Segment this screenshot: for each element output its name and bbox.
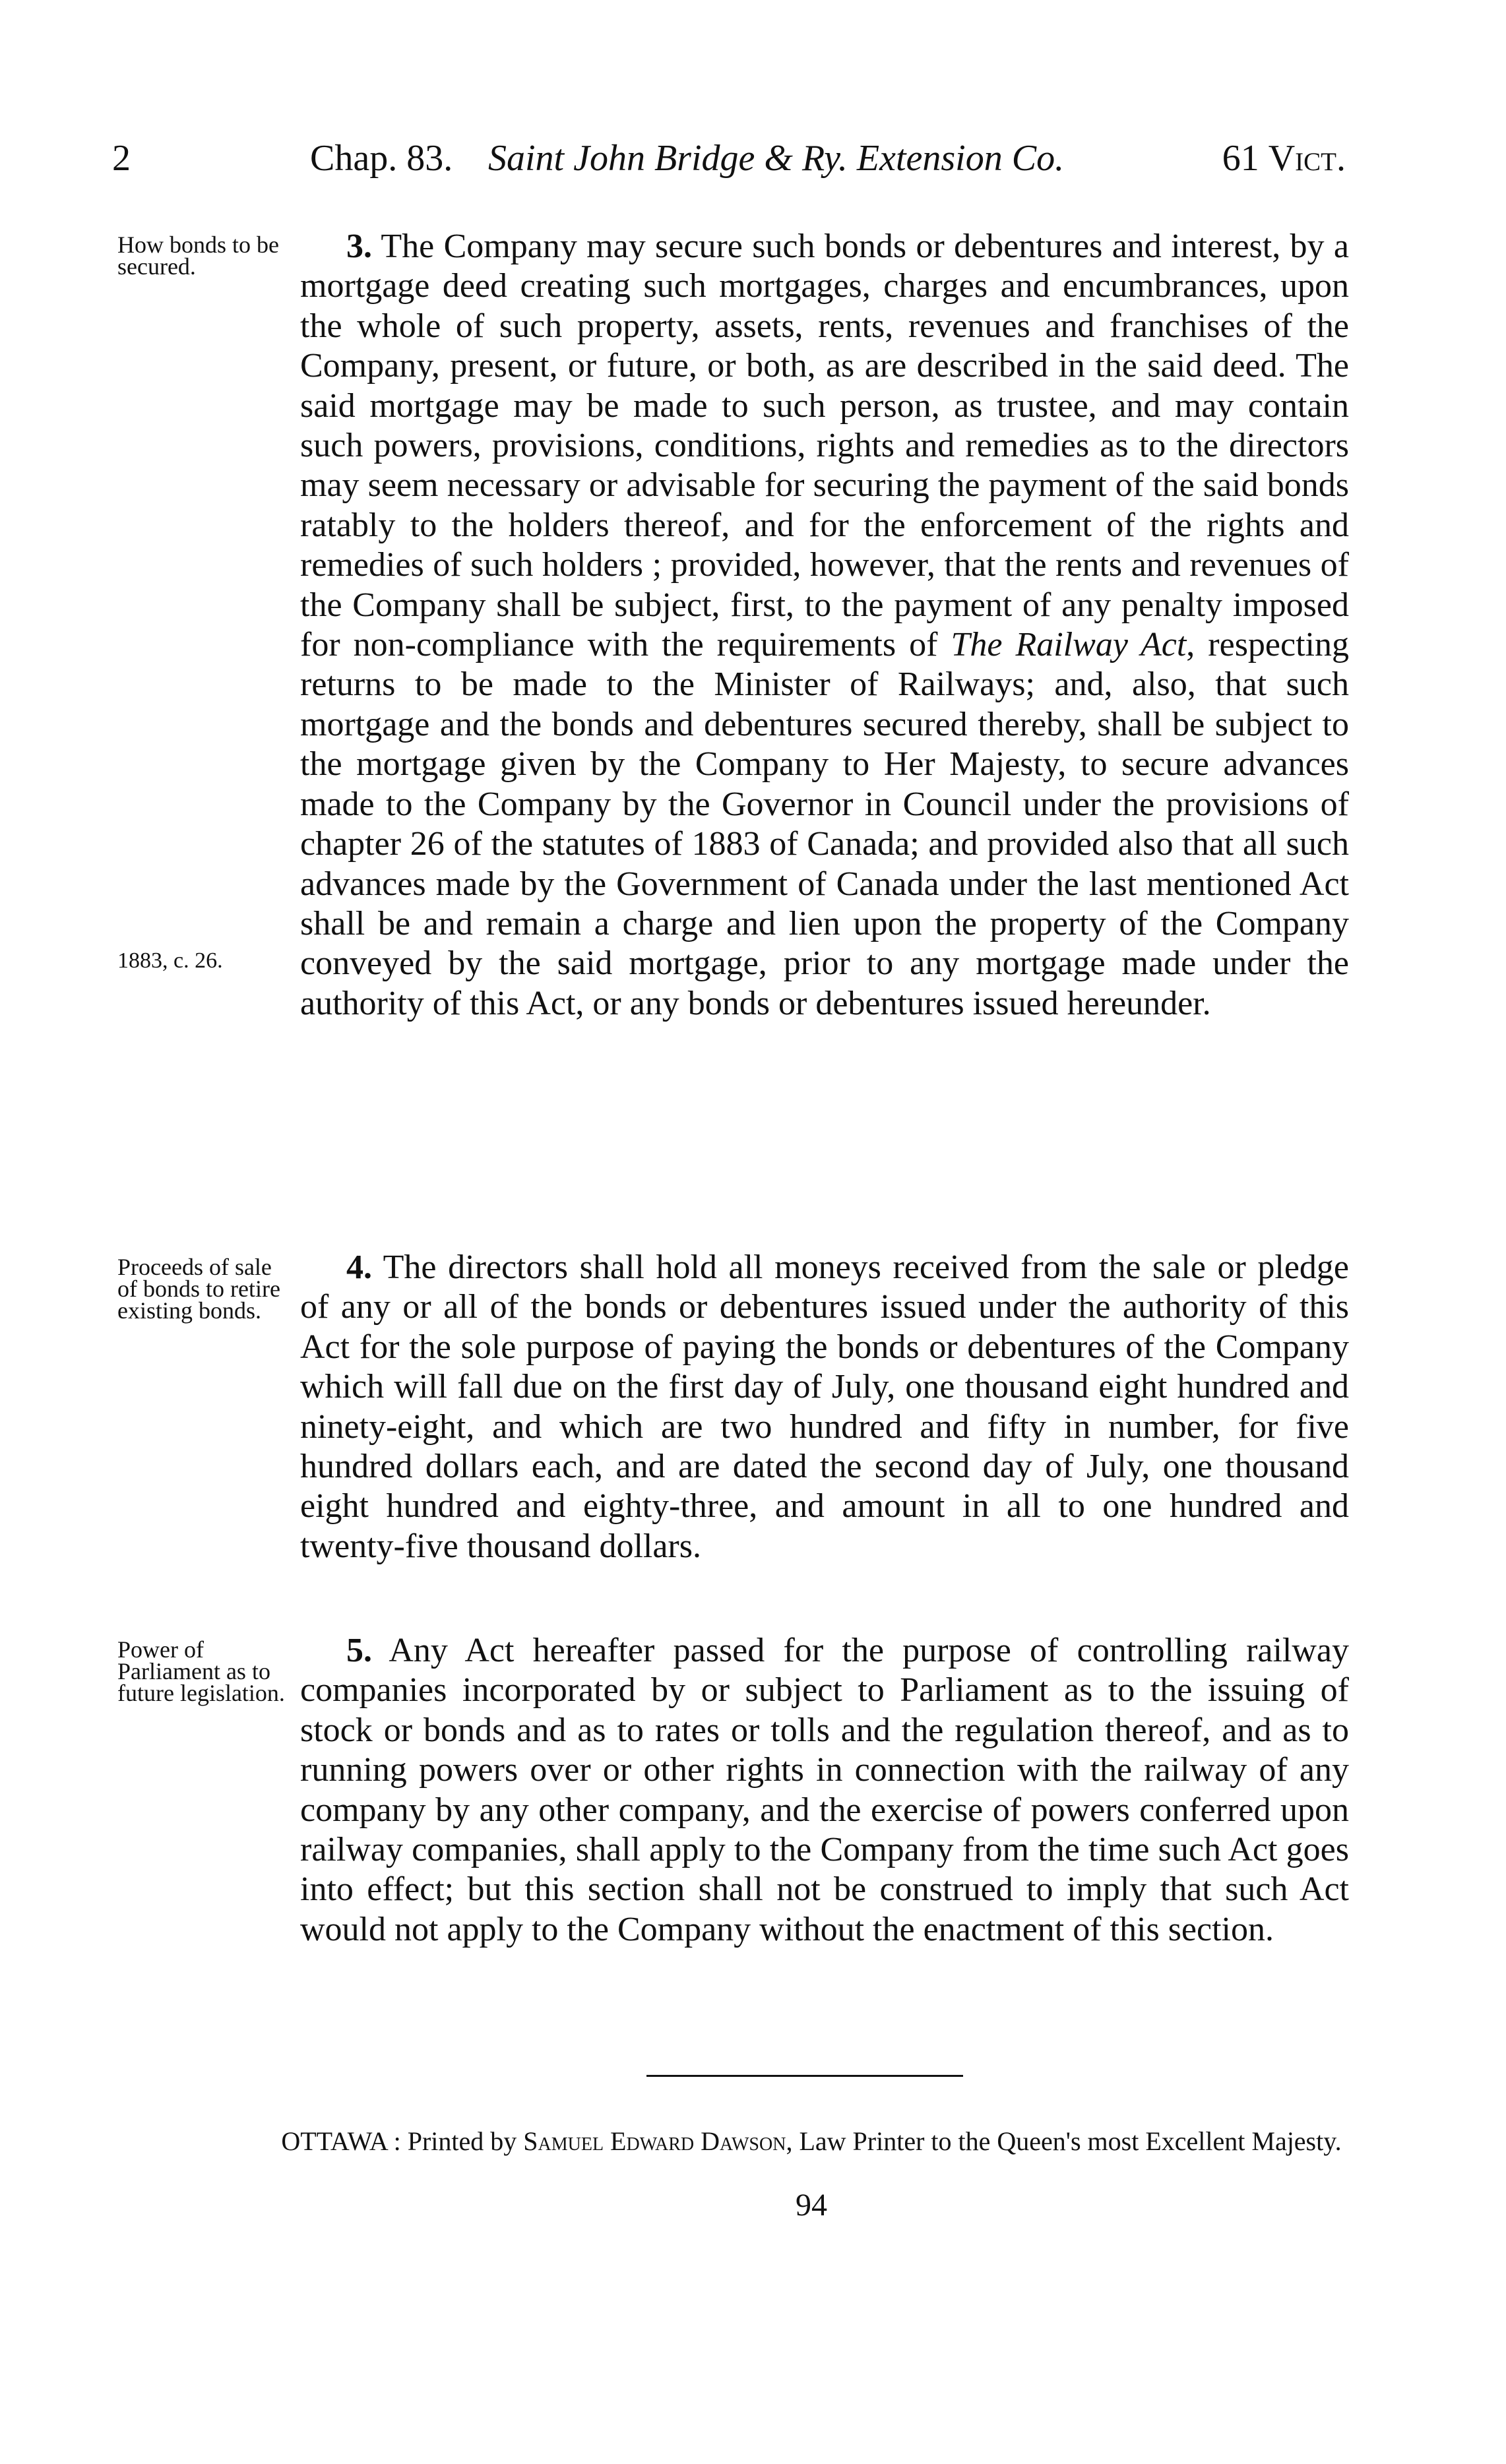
printer-imprint xyxy=(277,2127,1346,2156)
printer-title: , Law Printer to the Queen's most Excellent Majesty. xyxy=(786,2126,1342,2156)
marginal-note-section-4: Proceeds of sale of bonds to retire existing bonds. xyxy=(117,1254,280,1324)
act-reference: The Railway Act xyxy=(951,626,1187,664)
marginal-note-citation: 1883, c. 26. xyxy=(117,948,223,973)
section-text-continued: , respecting returns to be made to the Minister of Railways; and, also, that such mortgage and the bonds and debentures secured thereby, shall be subject to the mortgage given by the Company to Her Majesty, to secure advances made to the Company by the Governor in Council under the provisions of chapter 26 of the statutes of 1883 of Canada; and provided also that all such advances made by the Government of Canada under the last mentioned Act shall be and remain a charge and lien upon the property of the Company conveyed by the said mortgage, prior to any mortgage made under the authority of this Act, or any bonds or debentures issued hereunder. xyxy=(300,626,1349,1022)
act-title: Saint John Bridge & Ry. Extension Co. xyxy=(488,138,1065,179)
section-number: 4. xyxy=(346,1248,372,1286)
imprint-place: OTTAWA : xyxy=(281,2126,401,2156)
imprint-printed-by: Printed by xyxy=(400,2126,524,2156)
regnal-year xyxy=(1222,132,1346,185)
sheet-number: 94 xyxy=(796,2188,827,2223)
regnal-year-word: Vict. xyxy=(1268,138,1346,179)
section-text: Any Act hereafter passed for the purpose of controlling railway companies incorporated by or subject to Parliament as to the issuing of stock or bonds and as to rates or tolls and the regulation thereof, and as to running powers over or other rights in connection with the railway of any company by any other company, and the exercise of powers conferred upon railway companies, shall apply to the Company from the time such Act goes into effect; but this section shall not be construed to imply that such Act would not apply to the Company without the enactment of this section. xyxy=(300,1632,1349,1948)
section-number: 5. xyxy=(346,1632,372,1669)
chapter-label: Chap. 83. xyxy=(310,138,453,179)
section-number: 3. xyxy=(346,228,372,265)
running-header xyxy=(112,132,1346,185)
regnal-year-number: 61 xyxy=(1222,138,1269,179)
section-4 xyxy=(300,1248,1349,1566)
section-text: The directors shall hold all moneys received from the sale or pledge of any or all of the bonds or debentures issued under the authority of this Act for the sole purpose of paying the bonds or debentures of the Company which will fall due on the first day of July, one thousand eight hundred and ninety-eight, and which are two hundred and fifty in number, for five hundred dollars each, and are dated the second day of July, one thousand eight hundred and eighty-three, and amount in all to one hundred and twenty-five thousand dollars. xyxy=(300,1248,1349,1565)
section-5 xyxy=(300,1631,1349,1950)
marginal-note-section-3: How bonds to be secured. xyxy=(117,231,279,280)
marginal-note-section-5: Power of Parliament as to future legislation. xyxy=(117,1636,285,1706)
section-3 xyxy=(300,227,1349,1024)
page-number: 2 xyxy=(112,138,131,179)
section-text: The Company may secure such bonds or debentures and interest, by a mortgage deed creating such mortgages, charges and encumbrances, upon the whole of such property, assets, rents, revenues and franchises of the Company, present, or future, or both, as are described in the said deed. The said mortgage may be made to such person, as trustee, and may contain such powers, provisions, conditions, rights and remedies as to the directors may seem necessary or advisable for securing the payment of the said bonds ratably to the holders thereof, and for the enforcement of the rights and remedies of such holders ; provided, however, that the rents and revenues of the Company shall be subject, first, to the payment of any penalty imposed for non-compliance with the requirements of xyxy=(300,228,1349,664)
footer-rule xyxy=(646,2075,963,2077)
printer-name: Samuel Edward Dawson xyxy=(523,2126,786,2156)
